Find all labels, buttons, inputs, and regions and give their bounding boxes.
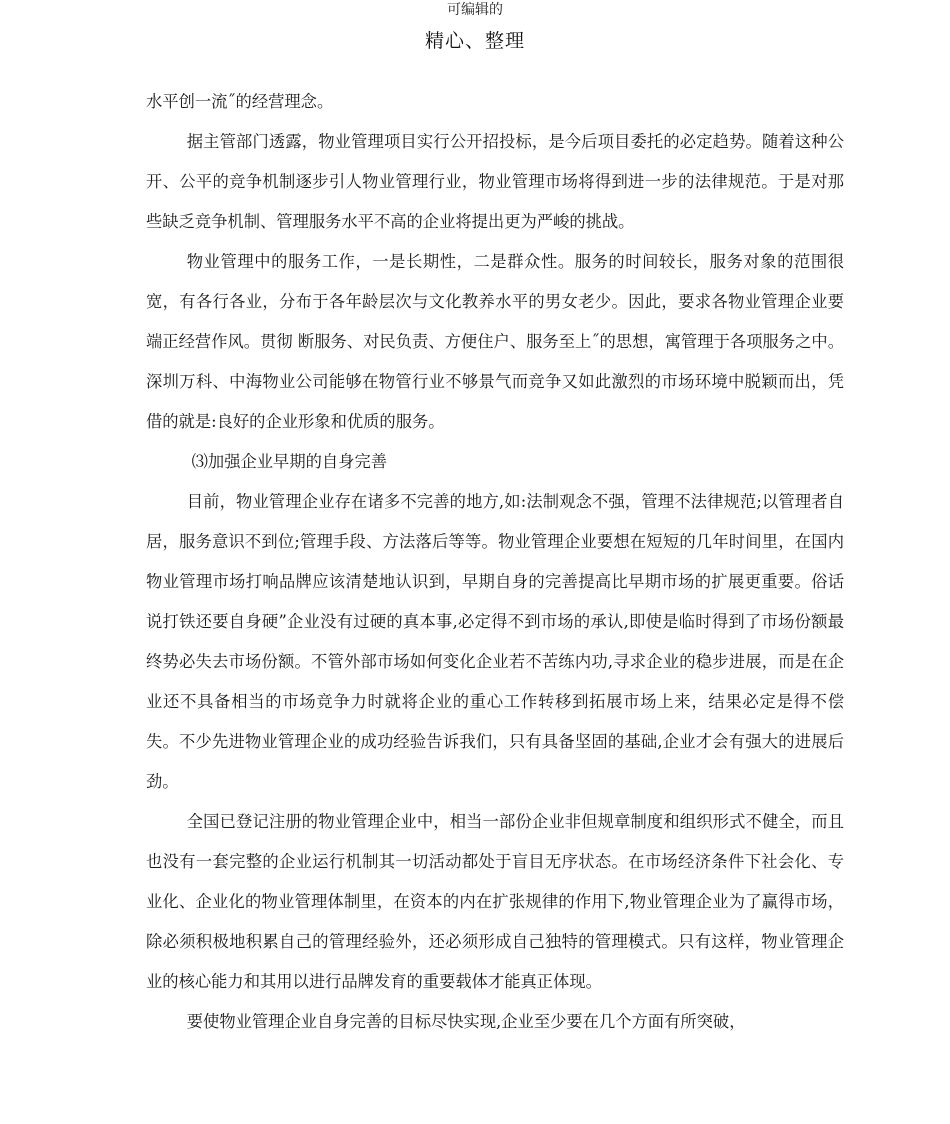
paragraph-registered-firms: 全国已登记注册的物业管理企业中，相当一部份企业非但规章制度和组织形式不健全，而且也没有一套完整的企业运行机制其一切活动都处于盲目无序状态。在市场经济条件下社会化、专业化、企业化的物业管理体制里，在资本的内在扩张规律的作用下,物业管理企业为了赢得市场，除必须积极地积累自己的管理经验外，还必须形成自己独特的管理模式。只有这样，物业管理企业的核心能力和其用以进行品牌发育的重要载体才能真正体现。: [146, 812, 844, 991]
paragraph-breakthrough: 要使物业管理企业自身完善的目标尽快实现,企业至少要在几个方面有所突破，: [186, 1012, 746, 1031]
section-subheading: ⑶加强企业早期的自身完善: [191, 452, 388, 471]
paragraph-bidding: 据主管部门透露，物业管理项目实行公开招投标，是今后项目委托的必定趋势。随着这种公开、公平的竞争机制逐步引人物业管理行业，物业管理市场将得到进一步的法律规范。于是对那些缺乏竞争机制、管理服务水平不高的企业将提出更为严峻的挑战。: [146, 132, 844, 231]
paragraph-current-issues: 目前，物业管理企业存在诸多不完善的地方,如:法制观念不强，管理不法律规范;以管理者自居，服务意识不到位;管理手段、方法落后等等。物业管理企业要想在短短的几年时间里，在国内物业管理市场打响品牌应该清楚地认识到，早期自身的完善提高比早期市场的扩展更重要。俗话说打铁还要自身硬”企业没有过硬的真本事,必定得不到市场的承认,即使是临时得到了市场份额最终势必失去市场份额。不管外部市场如何变化企业若不苦练内功,寻求企业的稳步进展，而是在企业还不具备相当的市场竞争力时就将企业的重心工作转移到拓展市场上来，结果必定是得不偿失。不少先进物业管理企业的成功经验告诉我们，只有具备坚固的基础,企业才会有强大的进展后劲。: [146, 492, 844, 791]
paragraph-service: 物业管理中的服务工作，一是长期性，二是群众性。服务的时间较长，服务对象的范围很宽，有各行各业，分布于各年龄层次与文化教养水平的男女老少。因此，要求各物业管理企业要端正经营作风。贯彻 断服务、对民负责、方便住户、服务至上˝的思想，寓管理于各项服务之中。深圳万科、中海物业公司能够在物管行业不够景气而竞争又如此激烈的市场环境中脱颖而出，凭借的就是:良好的企业形象和优质的服务。: [146, 252, 844, 431]
paragraph-continuation: 水平创一流˝的经营理念。: [146, 92, 334, 111]
header-title: 精心、整理: [424, 30, 525, 52]
header-editable-label: 可编辑的: [447, 2, 503, 18]
document-body: [146, 82, 844, 1042]
